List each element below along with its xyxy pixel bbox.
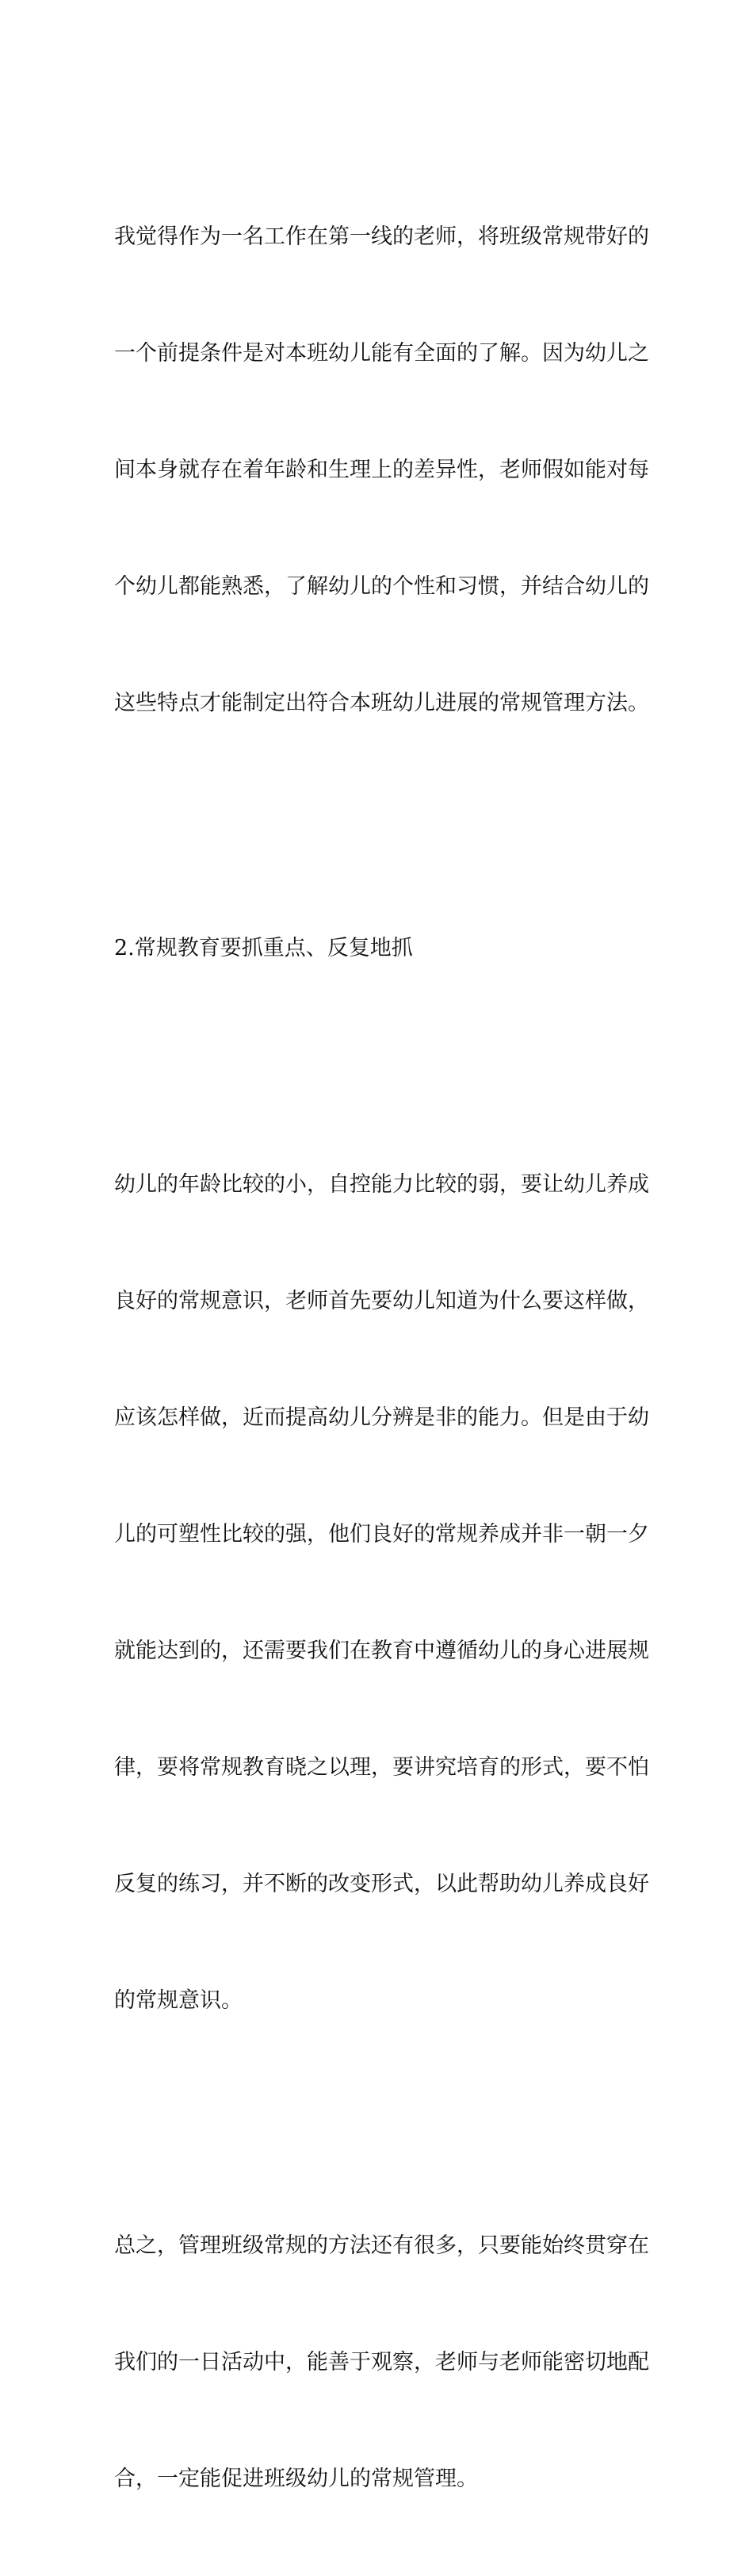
text-line: 我觉得作为一名工作在第一线的老师，将班级常规带好的 [114,224,649,249]
text-line: 个幼儿都能熟悉，了解幼儿的个性和习惯，并结合幼儿的 [114,574,649,599]
text-line: 就能达到的，还需要我们在教育中遵循幼儿的身心进展规 [114,1639,649,1663]
paragraph-class-understanding [114,140,649,800]
text-line: 反复的练习，并不断的改变形式，以此帮助幼儿养成良好 [114,1872,649,1896]
heading-text: 2.常规教育要抓重点、反复地抓 [114,936,413,960]
paragraph-spacer [114,1045,640,1087]
text-line: 间本身就存在着年龄和生理上的差异性，老师假如能对每 [114,458,649,482]
text-line: 一个前提条件是对本班幼儿能有全面的了解。因为幼儿之 [114,341,649,366]
text-line: 总之，管理班级常规的方法还有很多，只要能始终贯穿在 [114,2233,649,2258]
section-heading [114,851,640,1045]
text-line: 我们的一日活动中，能善于观察，老师与老师能密切地配 [114,2350,649,2375]
text-line: 幼儿的年龄比较的小，自控能力比较的弱，要让幼儿养成 [114,1172,649,1197]
paragraph-routine-education [114,1087,649,2098]
text-line: 合，一定能促进班级幼儿的常规管理。 [114,2467,478,2491]
paragraph-spacer [114,2098,640,2149]
text-line: 这些特点才能制定出符合本班幼儿进展的常规管理方法。 [114,691,649,715]
text-line: 儿的可塑性比较的强，他们良好的常规养成并非一朝一夕 [114,1522,649,1547]
text-line: 良好的常规意识，老师首先要幼儿知道为什么要这样做， [114,1289,649,1313]
paragraph-conclusion [114,2149,649,2576]
paragraph-spacer [114,800,640,851]
document-body [114,140,649,2576]
text-line: 律，要将常规教育晓之以理，要讲究培育的形式，要不怕 [114,1755,649,1780]
text-line: 的常规意识。 [114,1988,243,2013]
text-line: 应该怎样做，近而提高幼儿分辨是非的能力。但是由于幼 [114,1405,649,1430]
